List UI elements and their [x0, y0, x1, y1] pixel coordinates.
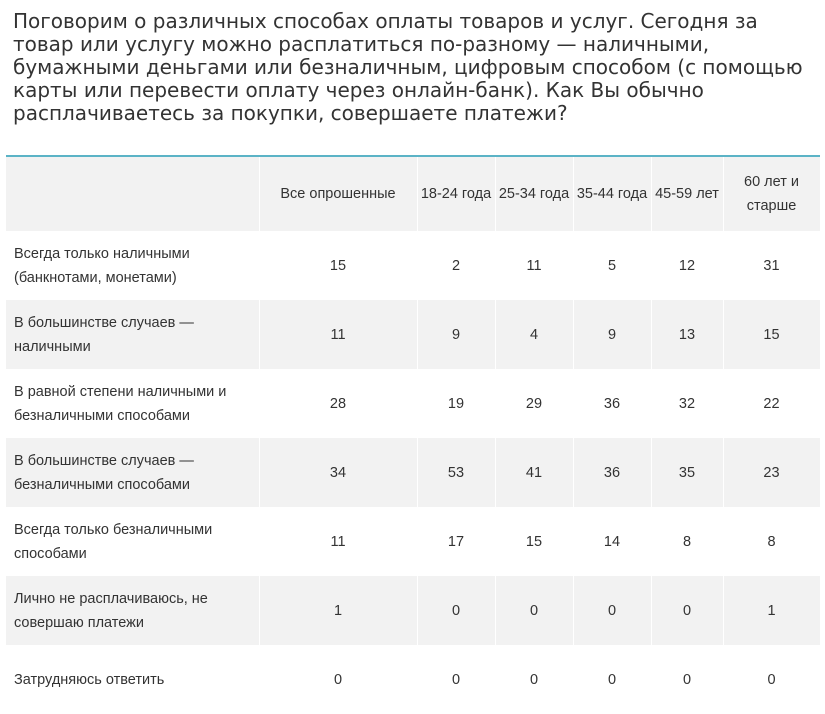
cell-45-59: 0	[651, 576, 723, 645]
cell-45-59: 13	[651, 300, 723, 369]
table-row	[6, 300, 820, 369]
table-row	[6, 576, 820, 645]
row-label: Лично не расплачиваюсь, не совершаю платежи	[6, 576, 259, 645]
header-18-24: 18-24 года	[417, 157, 495, 231]
cell-all: 28	[259, 369, 417, 438]
cell-all: 11	[259, 507, 417, 576]
row-label: В большинстве случаев — безналичными способами	[6, 438, 259, 507]
cell-35-44: 14	[573, 507, 651, 576]
header-45-59: 45-59 лет	[651, 157, 723, 231]
cell-45-59: 8	[651, 507, 723, 576]
cell-60-plus: 23	[723, 438, 820, 507]
cell-35-44: 36	[573, 438, 651, 507]
row-label: Всегда только наличными (банкнотами, монетами)	[6, 231, 259, 300]
table-row	[6, 231, 820, 300]
cell-35-44: 5	[573, 231, 651, 300]
cell-60-plus: 0	[723, 645, 820, 714]
cell-60-plus: 22	[723, 369, 820, 438]
cell-35-44: 0	[573, 576, 651, 645]
cell-18-24: 19	[417, 369, 495, 438]
cell-18-24: 0	[417, 645, 495, 714]
header-60-plus: 60 лет и старше	[723, 157, 820, 231]
cell-18-24: 53	[417, 438, 495, 507]
cell-25-34: 41	[495, 438, 573, 507]
cell-all: 0	[259, 645, 417, 714]
cell-60-plus: 15	[723, 300, 820, 369]
row-label: В равной степени наличными и безналичными способами	[6, 369, 259, 438]
cell-25-34: 11	[495, 231, 573, 300]
table-row	[6, 507, 820, 576]
cell-all: 1	[259, 576, 417, 645]
header-25-34: 25-34 года	[495, 157, 573, 231]
cell-18-24: 9	[417, 300, 495, 369]
row-label: В большинстве случаев — наличными	[6, 300, 259, 369]
cell-18-24: 2	[417, 231, 495, 300]
table-row	[6, 645, 820, 714]
cell-60-plus: 8	[723, 507, 820, 576]
cell-45-59: 0	[651, 645, 723, 714]
header-empty	[6, 157, 259, 231]
results-table-container	[6, 155, 820, 714]
table-header-row	[6, 157, 820, 231]
cell-18-24: 0	[417, 576, 495, 645]
cell-25-34: 0	[495, 645, 573, 714]
question-text: Поговорим о различных способах оплаты товаров и услуг. Сегодня за товар или услугу можно расплатиться по-разному — наличными, бумажными деньгами или безналичным, цифровым способом (с помощью карты или перевести оплату через онлайн-банк). Как Вы обычно расплачиваетесь за покупки, совершаете платежи?	[13, 9, 803, 125]
table-row	[6, 438, 820, 507]
cell-60-plus: 1	[723, 576, 820, 645]
cell-35-44: 0	[573, 645, 651, 714]
cell-35-44: 36	[573, 369, 651, 438]
cell-18-24: 17	[417, 507, 495, 576]
header-all: Все опрошенные	[259, 157, 417, 231]
cell-all: 34	[259, 438, 417, 507]
header-35-44: 35-44 года	[573, 157, 651, 231]
cell-45-59: 12	[651, 231, 723, 300]
cell-25-34: 4	[495, 300, 573, 369]
table-row	[6, 369, 820, 438]
cell-25-34: 29	[495, 369, 573, 438]
cell-35-44: 9	[573, 300, 651, 369]
cell-60-plus: 31	[723, 231, 820, 300]
results-table	[6, 157, 821, 714]
cell-25-34: 0	[495, 576, 573, 645]
cell-45-59: 32	[651, 369, 723, 438]
cell-all: 15	[259, 231, 417, 300]
row-label: Всегда только безналичными способами	[6, 507, 259, 576]
cell-25-34: 15	[495, 507, 573, 576]
row-label: Затрудняюсь ответить	[6, 645, 259, 714]
cell-45-59: 35	[651, 438, 723, 507]
cell-all: 11	[259, 300, 417, 369]
